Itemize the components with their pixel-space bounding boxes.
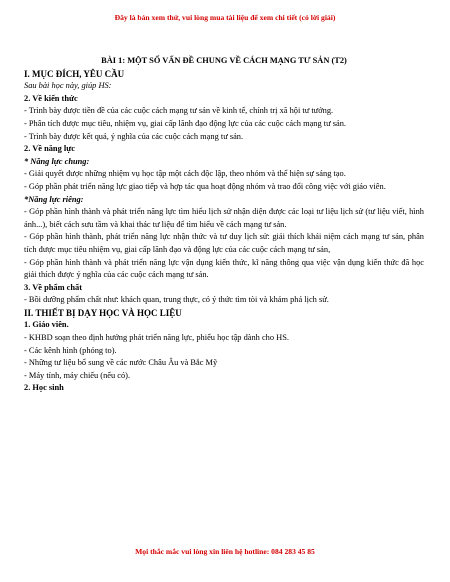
section-heading-objectives: I. MỤC ĐÍCH, YÊU CẦU xyxy=(24,68,125,79)
teacher-item: - Máy tính, máy chiếu (nếu có). xyxy=(24,370,131,380)
general-competency-item: - Góp phần phát triển năng lực giao tiếp và hợp tác qua hoạt động nhóm và trao đổi công việc với giáo viên. xyxy=(24,181,386,191)
knowledge-item: - Trình bày được tiền đề của các cuộc cách mạng tư sản về kinh tế, chính trị xã hội tư tưởng. xyxy=(24,106,334,116)
document-body xyxy=(24,55,424,395)
knowledge-item: - Phân tích được mục tiêu, nhiệm vụ, giai cấp lãnh đạo động lực của các cuộc cách mạng tư sản. xyxy=(24,118,346,128)
teacher-item: - KHBD soạn theo định hướng phát triển năng lực, phiếu học tập dành cho HS. xyxy=(24,333,289,343)
preview-notice-banner: Đây là bản xem thử, vui lòng mua tài liệu để xem chi tiết (có lời giải) xyxy=(114,13,336,22)
specific-competency-item: - Góp phần hình thành và phát triển năng lực vận dụng kiến thức, kĩ năng thông qua việc vận dụng kiến thức đã học giải thích được ý nghĩa của các cuộc cách mạng tư sản. xyxy=(24,257,424,280)
hotline-banner: Mọi thắc mắc vui lòng xin liên hệ hotline: 084 283 45 85 xyxy=(135,547,315,556)
specific-competency-heading: *Năng lực riêng: xyxy=(24,194,84,204)
knowledge-heading: 2. Về kiến thức xyxy=(24,93,78,103)
specific-competency-item: - Góp phần hình thành, phát triển năng lực nhận thức và tư duy lịch sử: giải thích khái niệm cách mạng tư sản, phân tích được mục tiêu nhiệm vụ, giai cấp lãnh đạo và động lực của các cuộc cách mạng tư sản, xyxy=(24,232,424,254)
competency-heading: 2. Về năng lực xyxy=(24,144,75,154)
section-heading-equipment: II. THIẾT BỊ DẠY HỌC VÀ HỌC LIỆU xyxy=(24,307,182,318)
teacher-heading: 1. Giáo viên. xyxy=(24,320,69,330)
general-competency-heading: * Năng lực chung: xyxy=(24,156,90,166)
student-heading: 2. Học sinh xyxy=(24,383,64,393)
quality-heading: 3. Về phẩm chất xyxy=(24,282,83,292)
lesson-title: BÀI 1: MỘT SỐ VẤN ĐỀ CHUNG VỀ CÁCH MẠNG TƯ SẢN (T2) xyxy=(101,56,347,65)
teacher-item: - Các kênh hình (phóng to). xyxy=(24,345,117,355)
specific-competency-item: - Góp phần hình thành và phát triển năng lực tìm hiểu lịch sử nhận diện được các loại tư liệu lịch sử (tư liệu viết, hình ảnh...), biết cách sưu tầm và khai thác tư liệu để tìm hiểu về cách mạng tư sản. xyxy=(24,207,424,229)
general-competency-item: - Giải quyết được những nhiệm vụ học tập một cách độc lập, theo nhóm và thể hiện sự sáng tạo. xyxy=(24,169,346,179)
teacher-item: - Những tư liệu bổ sung về các nước Châu Âu và Bắc Mỹ xyxy=(24,358,218,368)
quality-item: - Bồi dưỡng phẩm chất như: khách quan, trung thực, có ý thức tìm tòi và khám phá lịch sử. xyxy=(24,295,329,305)
objectives-intro: Sau bài học này, giúp HS: xyxy=(24,81,112,91)
knowledge-item: - Trình bày được kết quả, ý nghĩa của các cuộc cách mạng tư sản. xyxy=(24,131,244,141)
